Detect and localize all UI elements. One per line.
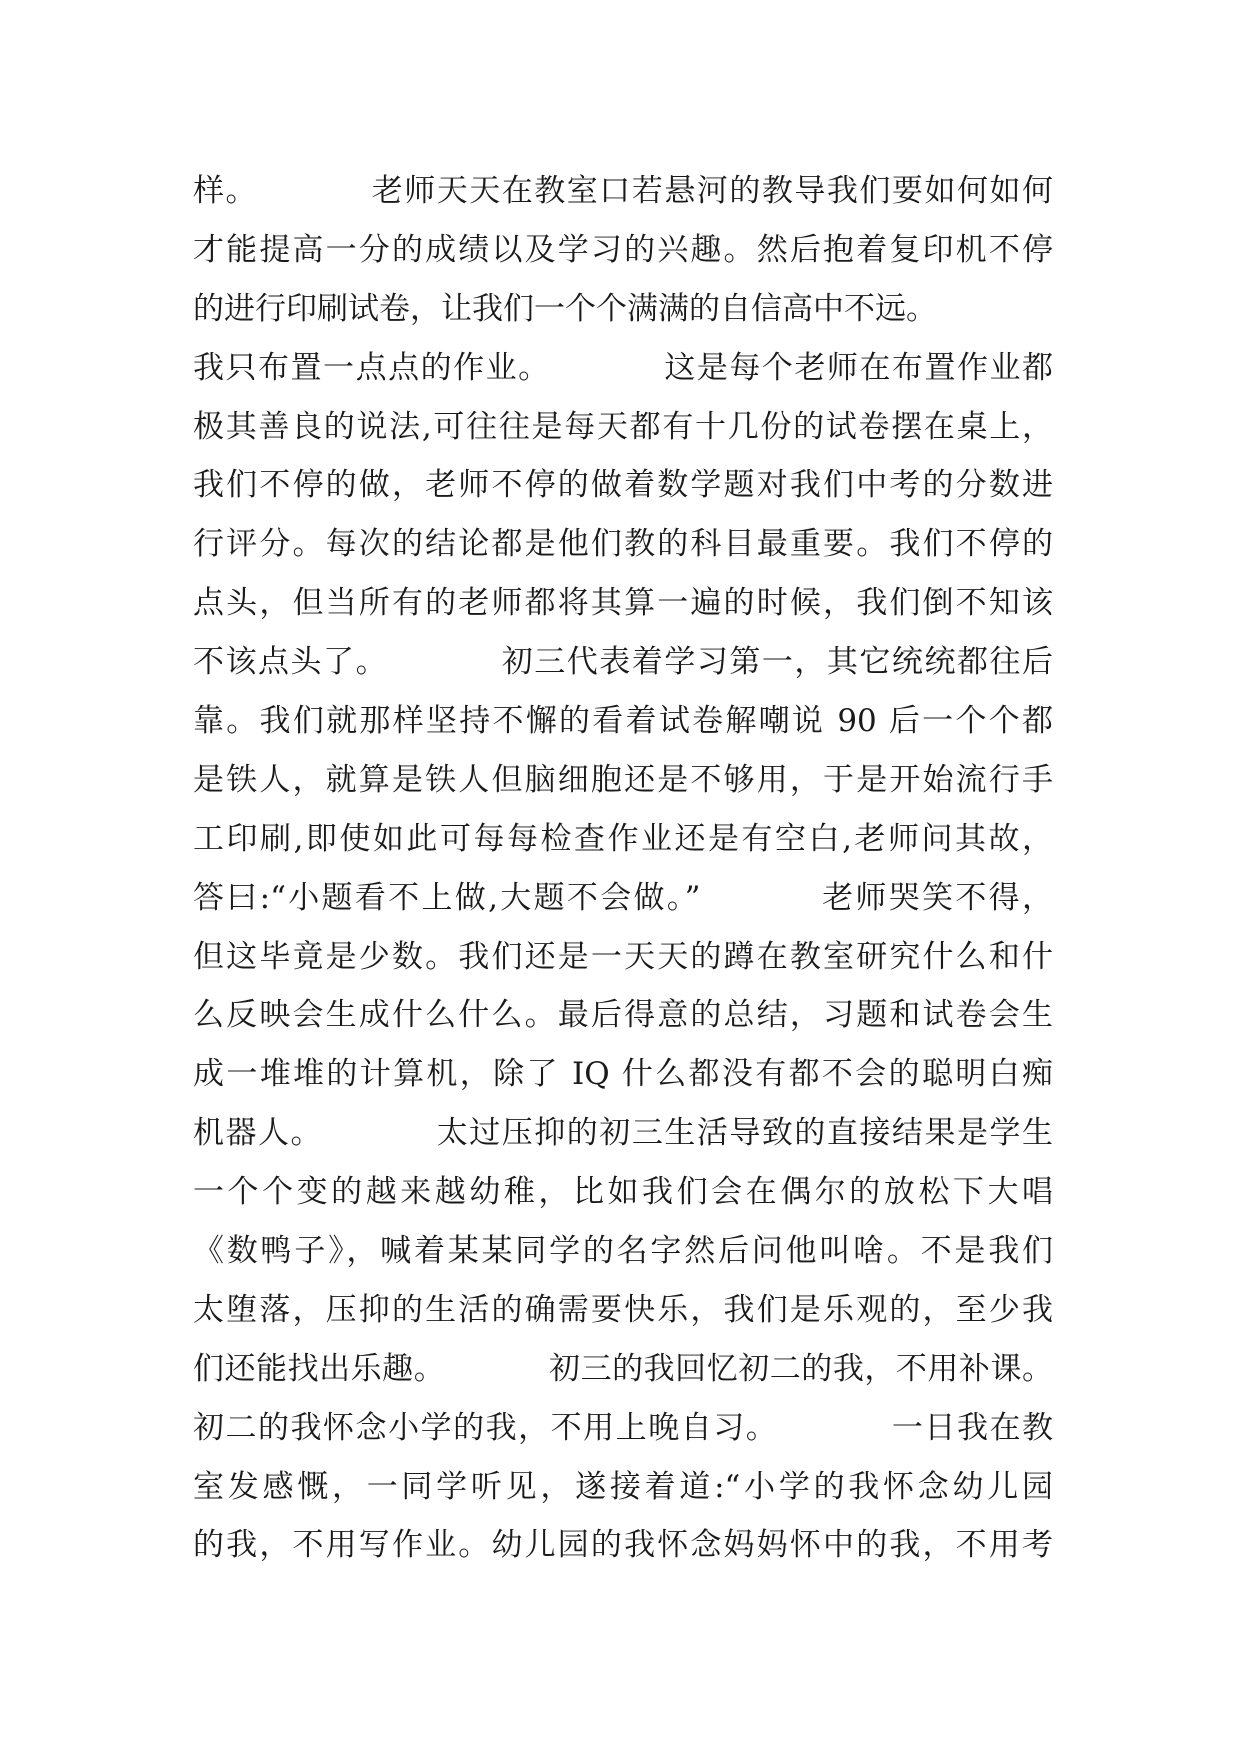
text-line: 室发感慨，一同学听见，遂接着道:“小学的我怀念幼儿园 — [193, 1468, 1053, 1505]
text-line: 机器人。 太过压抑的初三生活导致的直接结果是学生 — [193, 1115, 1053, 1152]
text-line: 但这毕竟是少数。我们还是一天天的蹲在教室研究什么和什 — [193, 938, 1053, 975]
text-line: 么反映会生成什么什么。最后得意的总结，习题和试卷会生 — [193, 997, 1053, 1034]
body-text — [193, 162, 1053, 1575]
text-line: 不该点头了。 初三代表着学习第一，其它统统都往后 — [193, 644, 1053, 681]
text-line: 太堕落，压抑的生活的确需要快乐，我们是乐观的，至少我 — [193, 1291, 1053, 1328]
text-line: 点头，但当所有的老师都将其算一遍的时候，我们倒不知该 — [193, 585, 1053, 622]
text-line: 我们不停的做，老师不停的做着数学题对我们中考的分数进 — [193, 467, 1053, 504]
text-line: 工印刷,即使如此可每每检查作业还是有空白,老师问其故， — [193, 820, 1053, 857]
text-line: 我只布置一点点的作业。 这是每个老师在布置作业都 — [193, 349, 1053, 386]
text-line: 的我，不用写作业。幼儿园的我怀念妈妈怀中的我，不用考 — [193, 1527, 1053, 1564]
text-line: 极其善良的说法,可往往是每天都有十几份的试卷摆在桌上， — [193, 408, 1053, 445]
text-line: 才能提高一分的成绩以及学习的兴趣。然后抱着复印机不停 — [193, 231, 1053, 268]
text-line: 行评分。每次的结论都是他们教的科目最重要。我们不停的 — [193, 526, 1053, 563]
text-line: 的进行印刷试卷，让我们一个个满满的自信高中不远。 — [193, 290, 937, 327]
text-line: 们还能找出乐趣。 初三的我回忆初二的我，不用补课。 — [193, 1350, 1053, 1387]
text-line: 初二的我怀念小学的我，不用上晚自习。 一日我在教 — [193, 1409, 1053, 1446]
text-line: 成一堆堆的计算机，除了 IQ 什么都没有都不会的聪明白痴 — [193, 1056, 1053, 1093]
text-line: 样。 老师天天在教室口若悬河的教导我们要如何如何 — [193, 173, 1053, 209]
text-line: 答曰:“小题看不上做,大题不会做。” 老师哭笑不得， — [193, 879, 1053, 916]
text-line: 是铁人，就算是铁人但脑细胞还是不够用，于是开始流行手 — [193, 761, 1053, 798]
text-line: 靠。我们就那样坚持不懈的看着试卷解嘲说 90 后一个个都 — [193, 703, 1053, 740]
text-line: 一个个变的越来越幼稚，比如我们会在偶尔的放松下大唱 — [193, 1174, 1053, 1211]
text-line: 《数鸭子》，喊着某某同学的名字然后问他叫啥。不是我们 — [193, 1233, 1053, 1270]
